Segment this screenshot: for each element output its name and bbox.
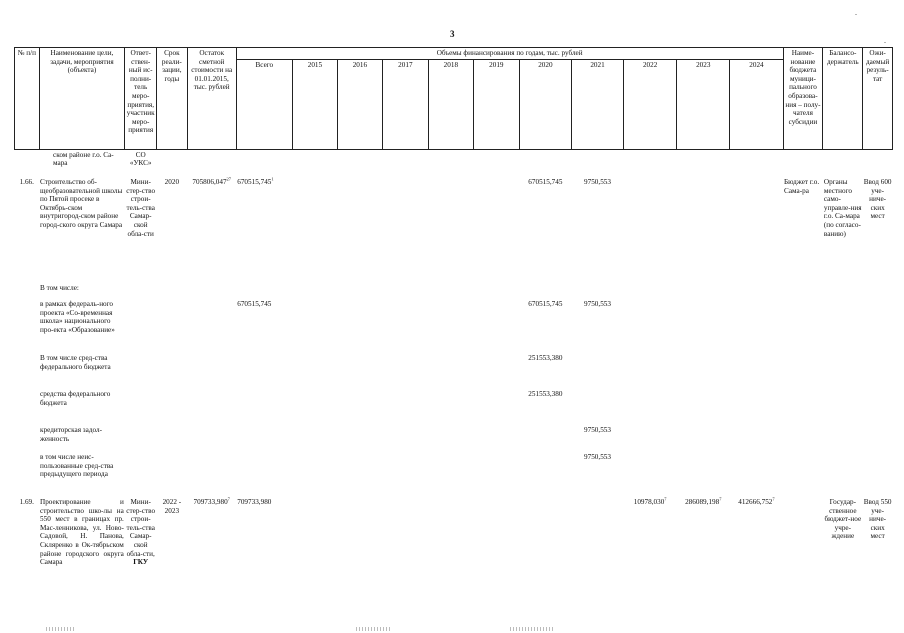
col-term: Срок реали-зации, годы [157, 48, 188, 150]
col-year: 2017 [382, 59, 428, 149]
col-holder: Балансо-держатель [823, 48, 863, 150]
scan-noise [356, 627, 392, 631]
row-result: Ввод 600 уче-ниче-ских мест [863, 178, 892, 221]
value-2020: 670515,745 [528, 300, 563, 309]
row-name: кредиторская задол-женность [40, 426, 102, 443]
value-2021: 9750,553 [584, 300, 611, 309]
row-name: В том числе: [40, 284, 79, 293]
col-year: 2018 [428, 59, 473, 149]
row-balance: 709733,980 [193, 498, 228, 507]
row-total: 709733,980 [237, 498, 272, 507]
value-2024: 412666,752 [738, 498, 773, 507]
col-result: Ожи-даемый резуль-тат [863, 48, 893, 150]
row-name: В том числе сред-ства федерального бюджета [40, 354, 111, 371]
table-row [15, 299, 893, 353]
table-row [15, 177, 893, 283]
row-result: Ввод 550 уче-ниче-ских мест [863, 498, 892, 541]
col-responsible: Ответ-ствен-ный ис-полни-тель меро-приятия, участник меро-приятия [125, 48, 157, 150]
col-year: 2023 [677, 59, 730, 149]
row-name: в рамках федераль-ного проекта «Со-временная школа» национального про-екта «Образование» [40, 300, 115, 334]
row-balance: 705806,047 [192, 178, 227, 187]
row-name: Проектирование и строительство шко-лы на 550 мест в границах пр. Мас-ленникова, ул. Ново-Садовой, Н. Панова, Скляренко в Ок-тябрьском районе городского округа Самара [40, 498, 124, 567]
col-year: 2015 [292, 59, 337, 149]
value-2021: 9750,553 [584, 178, 611, 187]
table-row [15, 389, 893, 425]
row-name: Строительство об-щеобразовательной школы по Пятой просеке в Октябрь-ском внутригород-ском районе город-ского округа Самара [40, 178, 123, 230]
row-responsible: Мини-стер-ство строи-тель-ства Самар-ской обла-сти [126, 178, 156, 238]
footnote-mark: 7 [227, 497, 230, 502]
value-2023: 286089,198 [685, 498, 720, 507]
table-header [15, 48, 893, 150]
page-number: 3 [450, 29, 455, 39]
row-number: 1.69. [19, 498, 34, 507]
col-name: Наименование цели, задачи, мероприятия (объекта) [39, 48, 125, 150]
footnote-mark: 7 [664, 497, 667, 502]
row-holder: Государ-ственное бюджет-ное учре-ждение [824, 498, 862, 541]
table-row [15, 425, 893, 452]
scan-mark: . [884, 36, 886, 45]
footnote-mark: 7 [772, 497, 775, 502]
footnote-mark: 7 [719, 497, 722, 502]
row-total: 670515,745 [237, 178, 272, 187]
row-responsible: Мини-стер-ство строи-тель-ства Самар-ской обла-сти, [126, 498, 156, 558]
financing-table [14, 47, 893, 607]
table-row [15, 452, 893, 497]
value-2021: 9750,553 [584, 453, 611, 462]
col-year: 2020 [519, 59, 571, 149]
value-2021: 9750,553 [584, 426, 611, 435]
row-term: 2022 - 2023 [162, 498, 182, 515]
value-2020: 251553,380 [528, 390, 563, 399]
row-name: ском районе г.о. Са-мара [53, 150, 114, 168]
col-budget: Наиме-нование бюджета муници-пального образова-ния – полу-чателя субсидии [783, 48, 823, 150]
col-total: Всего [236, 59, 292, 149]
value-2022: 10978,030 [633, 498, 665, 507]
table-row [15, 497, 893, 607]
row-total: 670515,745 [237, 300, 272, 309]
row-name: средства федерального бюджета [40, 390, 111, 407]
row-name: в том числе неис-пользованные сред-ства предыдущего периода [40, 453, 114, 479]
col-year: 2016 [337, 59, 382, 149]
footnote-mark: 1 [271, 177, 274, 182]
row-number: 1.66. [19, 178, 34, 187]
value-2020: 251553,380 [528, 354, 563, 363]
value-2020: 670515,745 [528, 178, 563, 187]
table-row [15, 283, 893, 299]
col-financing: Объемы финансирования по годам, тыс. рублей [236, 48, 783, 60]
col-year: 2024 [730, 59, 783, 149]
col-year: 2021 [571, 59, 623, 149]
scan-noise [46, 627, 76, 631]
row-responsible: СО «УКС» [129, 150, 152, 168]
row-holder: Органы местного само-управле-ния г.о. Са-мара (по согласо-ванию) [823, 178, 862, 238]
row-term: 2020 [164, 178, 180, 187]
scan-mark: . [855, 8, 857, 17]
footnote-mark: 27 [226, 177, 232, 182]
table-row [15, 149, 893, 177]
row-responsible-agency: ГКУ [133, 558, 149, 567]
col-year: 2022 [624, 59, 677, 149]
row-budget: Бюджет г.о. Сама-ра [784, 178, 820, 195]
table-row [15, 353, 893, 389]
scan-noise [510, 627, 554, 631]
col-no: № п/п [15, 48, 40, 150]
col-year: 2019 [473, 59, 519, 149]
col-balance-cost: Остаток сметной стоимости на 01.01.2015, тыс. рублей [187, 48, 236, 150]
